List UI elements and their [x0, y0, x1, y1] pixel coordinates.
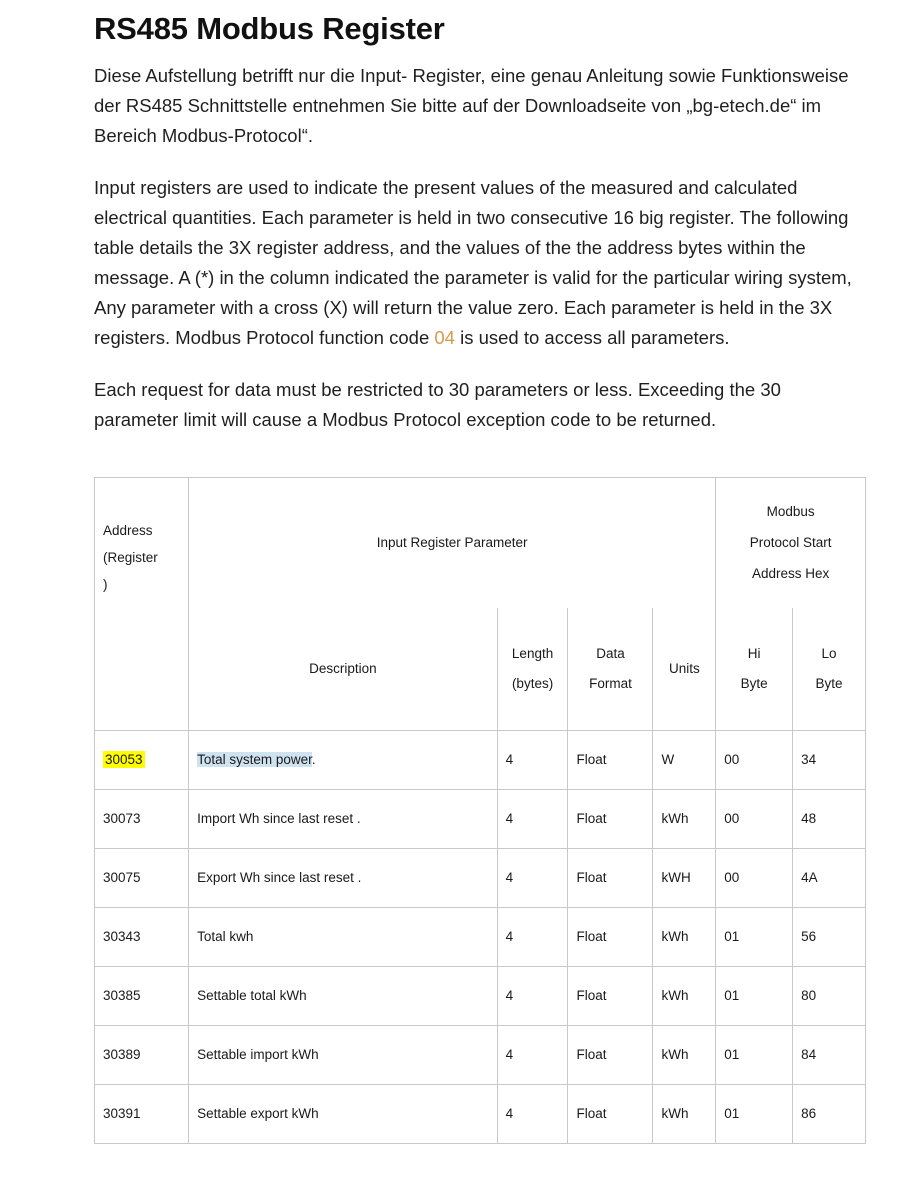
- table-row: [95, 966, 866, 1025]
- description-suffix: .: [311, 752, 316, 768]
- cell-description: Total kwh: [189, 907, 498, 966]
- header-address-spacer: [95, 608, 189, 731]
- register-table-wrapper: [94, 477, 865, 1144]
- header-format-line1: Data: [596, 646, 625, 662]
- cell-units: kWH: [653, 848, 716, 907]
- document-page: [0, 10, 909, 1144]
- cell-units: kWh: [653, 1084, 716, 1143]
- cell-units: kWh: [653, 1025, 716, 1084]
- header-input-register-parameter: Input Register Parameter: [189, 477, 716, 608]
- header-hi-byte: [716, 608, 793, 731]
- cell-lo-byte: 86: [793, 1084, 866, 1143]
- header-length: [497, 608, 568, 731]
- cell-data-format: Float: [568, 848, 653, 907]
- paragraph-text-before-code: Input registers are used to indicate the present values of the measured and calculated electrical quantities. Each parameter is held in two consecutive 16 big register. The following table details the 3X register address, and the values of the the address bytes within the message. A (*) in the column indicated the parameter is valid for the particular wiring system, Any parameter with a cross (X) will return the value zero. Each parameter is held in the 3X registers. Modbus Protocol function code: [94, 177, 852, 348]
- header-address-line1: Address: [103, 522, 153, 538]
- cell-address: 30389: [95, 1025, 189, 1084]
- cell-units: kWh: [653, 966, 716, 1025]
- cell-description: Settable import kWh: [189, 1025, 498, 1084]
- cell-length: 4: [497, 1025, 568, 1084]
- cell-lo-byte: 80: [793, 966, 866, 1025]
- cell-lo-byte: 34: [793, 730, 866, 789]
- address-highlight: 30053: [105, 752, 143, 768]
- header-address: [95, 477, 189, 608]
- header-row-top: [95, 477, 866, 608]
- cell-address: [95, 730, 189, 789]
- header-data-format: [568, 608, 653, 731]
- header-row-sub: [95, 608, 866, 731]
- header-description: Description: [189, 608, 498, 731]
- header-lo-line1: Lo: [821, 646, 837, 662]
- cell-hi-byte: 00: [716, 730, 793, 789]
- cell-lo-byte: 48: [793, 789, 866, 848]
- cell-address: 30075: [95, 848, 189, 907]
- cell-description: Settable total kWh: [189, 966, 498, 1025]
- cell-hi-byte: 01: [716, 1025, 793, 1084]
- cell-hi-byte: 00: [716, 789, 793, 848]
- header-format-line2: Format: [589, 675, 632, 691]
- table-row: [95, 789, 866, 848]
- header-length-line2: (bytes): [511, 675, 554, 691]
- paragraph-text-after-code: is used to access all parameters.: [454, 326, 730, 348]
- description-selection: Total system power: [197, 752, 312, 768]
- cell-units: kWh: [653, 789, 716, 848]
- table-row: [95, 1025, 866, 1084]
- intro-paragraph-english: [94, 173, 864, 353]
- header-units: Units: [653, 608, 716, 731]
- header-modbus-protocol-start-address-hex: [716, 477, 866, 608]
- cell-hi-byte: 01: [716, 1084, 793, 1143]
- intro-paragraph-german: Diese Aufstellung betrifft nur die Input- Register, eine genau Anleitung sowie Funktionsweise der RS485 Schnittstelle entnehmen Sie bitte auf der Downloadseite von „bg-etech.de“ im Bereich Modbus-Protocol“.: [94, 65, 849, 147]
- cell-lo-byte: 56: [793, 907, 866, 966]
- header-address-line3: ): [103, 576, 108, 592]
- header-hi-line2: Byte: [740, 675, 768, 691]
- table-body: [95, 730, 866, 1143]
- header-hi-line1: Hi: [747, 646, 761, 662]
- cell-address: 30343: [95, 907, 189, 966]
- cell-length: 4: [497, 730, 568, 789]
- table-row: [95, 848, 866, 907]
- cell-data-format: Float: [568, 789, 653, 848]
- header-lo-line2: Byte: [815, 675, 843, 691]
- header-modbus-line3: Address Hex: [751, 566, 830, 582]
- cell-length: 4: [497, 789, 568, 848]
- cell-description: [189, 730, 498, 789]
- cell-description: Import Wh since last reset .: [189, 789, 498, 848]
- cell-hi-byte: 01: [716, 907, 793, 966]
- header-address-line2: (Register: [103, 549, 158, 565]
- modbus-register-table: [94, 477, 866, 1144]
- cell-units: kWh: [653, 907, 716, 966]
- cell-address: 30073: [95, 789, 189, 848]
- function-code-value: 04: [434, 326, 455, 348]
- table-row: [95, 1084, 866, 1143]
- table-row: [95, 730, 866, 789]
- cell-address: 30385: [95, 966, 189, 1025]
- header-modbus-line1: Modbus: [766, 504, 815, 520]
- table-header: [95, 477, 866, 730]
- cell-length: 4: [497, 1084, 568, 1143]
- cell-lo-byte: 84: [793, 1025, 866, 1084]
- cell-hi-byte: 00: [716, 848, 793, 907]
- cell-address: 30391: [95, 1084, 189, 1143]
- cell-data-format: Float: [568, 1025, 653, 1084]
- header-modbus-line2: Protocol Start: [749, 535, 832, 551]
- cell-length: 4: [497, 966, 568, 1025]
- cell-lo-byte: 4A: [793, 848, 866, 907]
- cell-hi-byte: 01: [716, 966, 793, 1025]
- cell-description: Export Wh since last reset .: [189, 848, 498, 907]
- cell-data-format: Float: [568, 730, 653, 789]
- page-title: RS485 Modbus Register: [94, 11, 445, 46]
- cell-description: Settable export kWh: [189, 1084, 498, 1143]
- cell-length: 4: [497, 848, 568, 907]
- table-row: [95, 907, 866, 966]
- header-lo-byte: [793, 608, 866, 731]
- cell-units: W: [653, 730, 716, 789]
- cell-data-format: Float: [568, 907, 653, 966]
- header-length-line1: Length: [511, 646, 554, 662]
- request-limit-paragraph: Each request for data must be restricted to 30 parameters or less. Exceeding the 30 parameter limit will cause a Modbus Protocol exception code to be returned.: [94, 378, 781, 430]
- cell-length: 4: [497, 907, 568, 966]
- cell-data-format: Float: [568, 966, 653, 1025]
- cell-data-format: Float: [568, 1084, 653, 1143]
